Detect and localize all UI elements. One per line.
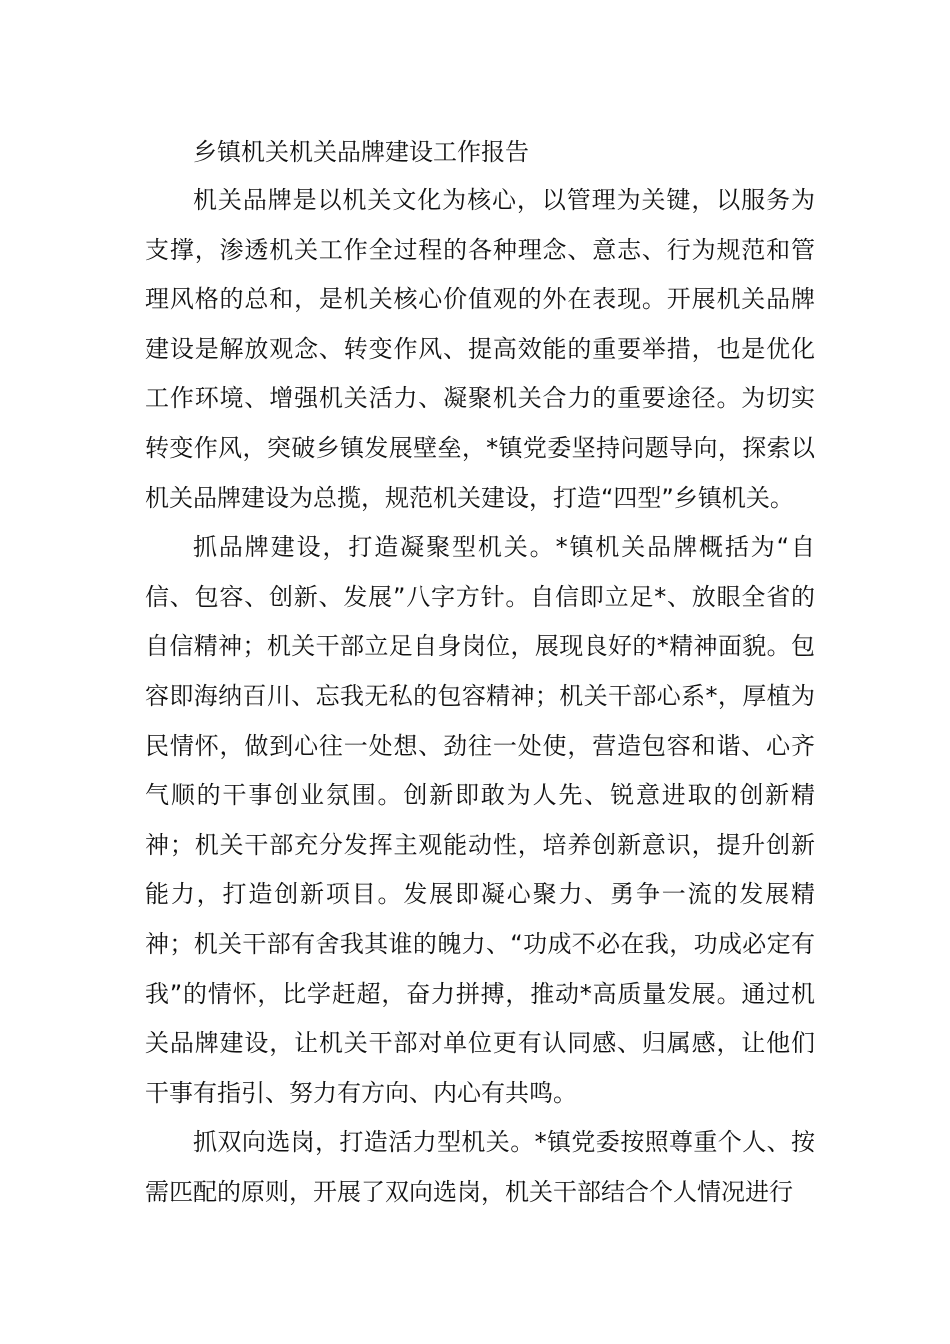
- document-title: 乡镇机关机关品牌建设工作报告: [193, 138, 529, 166]
- paragraph-brand-building: 抓品牌建设，打造凝聚型机关。*镇机关品牌概括为“自信、包容、创新、发展”八字方针。自信即立足*、放眼全省的自信精神；机关干部立足自身岗位，展现良好的*精神面貌。包容即海纳百川、忘我无私的包容精神；机关干部心系*，厚植为民情怀，做到心往一处想、劲往一处使，营造包容和谐、心齐气顺的干事创业氛围。创新即敢为人先、锐意进取的创新精神；机关干部充分发挥主观能动性，培养创新意识，提升创新能力，打造创新项目。发展即凝心聚力、勇争一流的发展精神；机关干部有舍我其谁的魄力、“功成不必在我，功成必定有我”的情怀，比学赶超，奋力拼搏，推动*高质量发展。通过机关品牌建设，让机关干部对单位更有认同感、归属感，让他们干事有指引、努力有方向、内心有共鸣。: [145, 533, 815, 1107]
- document-body: [145, 176, 815, 1217]
- paragraph-intro: 机关品牌是以机关文化为核心，以管理为关键，以服务为支撑，渗透机关工作全过程的各种理念、意志、行为规范和管理风格的总和，是机关核心价值观的外在表现。开展机关品牌建设是解放观念、转变作风、提高效能的重要举措，也是优化工作环境、增强机关活力、凝聚机关合力的重要途径。为切实转变作风，突破乡镇发展壁垒，*镇党委坚持问题导向，探索以机关品牌建设为总揽，规范机关建设，打造“四型”乡镇机关。: [145, 186, 815, 512]
- paragraph-job-selection: 抓双向选岗，打造活力型机关。*镇党委按照尊重个人、按需匹配的原则，开展了双向选岗，机关干部结合个人情况进行: [145, 1128, 815, 1206]
